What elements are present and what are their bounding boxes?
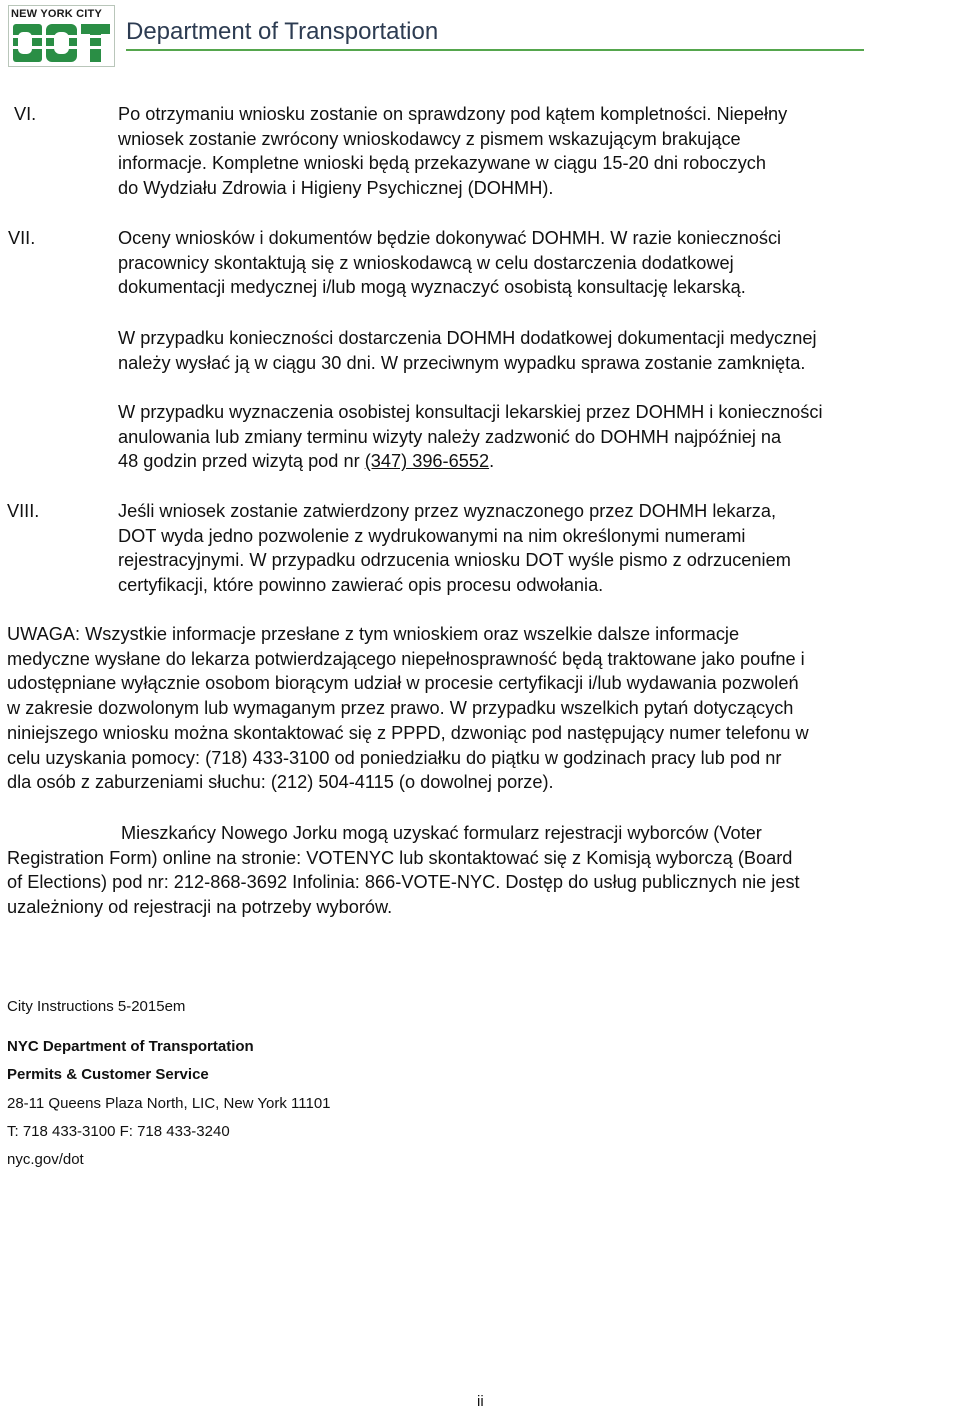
page-header [8, 5, 868, 69]
section-vii-p1-line: pracownicy skontaktują się z wnioskodawcą w celu dostarczenia dodatkowej [118, 252, 734, 273]
footer-phone-fax: T: 718 433-3100 F: 718 433-3240 [7, 1123, 230, 1140]
section-viii-text [118, 499, 791, 598]
section-vii-p3-line: W przypadku wyznaczenia osobistej konsultacji lekarskiej przez DOHMH i konieczności [118, 402, 823, 422]
footer-address: 28-11 Queens Plaza North, LIC, New York 11101 [7, 1095, 331, 1112]
notice-line: celu uzyskania pomocy: (718) 433-3100 od poniedziałku do piątku w godzinach pracy lub pod nr [7, 747, 782, 768]
notice-line: w zakresie dozwolonym lub wymaganym przez prawo. W przypadku wszelkich pytań dotyczących [7, 698, 794, 719]
notice-line: udostępniane wyłącznie osobom biorącym udział w procesie certyfikacji i/lub wydawania pozwoleń [7, 673, 799, 694]
section-vii-p1-line: Oceny wniosków i dokumentów będzie dokonywać DOHMH. W razie konieczności [118, 228, 782, 248]
section-vii-p2-line: W przypadku konieczności dostarczenia DOHMH dodatkowej dokumentacji medycznej [118, 328, 817, 348]
confidentiality-notice [7, 622, 809, 795]
voter-line: uzależniony od rejestracji na potrzeby wyborów. [7, 897, 393, 918]
section-vi-line: wniosek zostanie zwrócony wnioskodawcy z pismem wskazującym brakujące [118, 128, 741, 149]
section-vii-p2-line: należy wysłać ją w ciągu 30 dni. W przeciwnym wypadku sprawa zostanie zamknięta. [118, 352, 806, 373]
section-vii-p3-last-line [118, 449, 823, 474]
section-vii-p3-line: anulowania lub zmiany terminu wizyty należy zadzwonić do DOHMH najpóźniej na [118, 426, 782, 447]
section-number-vi: VI. [14, 104, 37, 124]
voter-line: Registration Form) online na stronie: VOTENYC lub skontaktować się z Komisją wyborczą (Board [7, 847, 793, 868]
section-vii-p3-suffix: . [489, 451, 495, 472]
section-number-vii: VII. [8, 228, 36, 248]
voter-registration-paragraph [7, 821, 800, 920]
section-vi-line: informacje. Kompletne wnioski będą przekazywane w ciągu 15-20 dni roboczych [118, 153, 767, 174]
page-number: ii [477, 1393, 484, 1410]
footer-division: Permits & Customer Service [7, 1066, 209, 1083]
voter-line: Mieszkańcy Nowego Jorku mogą uzyskać formularz rejestracji wyborców (Voter [121, 823, 762, 843]
voter-line: of Elections) pod nr: 212-868-3692 Infolinia: 866-VOTE-NYC. Dostęp do usług publicznych nie jest [7, 872, 800, 893]
notice-line: dla osób z zaburzeniami słuchu: (212) 504-4115 (o dowolnej porze). [7, 772, 554, 793]
section-number-viii: VIII. [7, 501, 40, 521]
department-title: Department of Transportation [126, 18, 439, 45]
section-vii-paragraph-3 [118, 400, 823, 474]
section-vi-line: do Wydziału Zdrowia i Higieny Psychicznej (DOHMH). [118, 178, 554, 199]
section-viii-line: DOT wyda jedno pozwolenie z wydrukowanymi na nim określonymi numerami [118, 525, 746, 546]
section-vii-p3-prefix: 48 godzin przed wizytą pod nr [118, 451, 365, 472]
footer-website: nyc.gov/dot [7, 1151, 84, 1168]
section-viii-line: Jeśli wniosek zostanie zatwierdzony przez wyznaczonego przez DOHMH lekarza, [118, 501, 777, 521]
notice-line: UWAGA: Wszystkie informacje przesłane z tym wnioskiem oraz wszelkie dalsze informacje [7, 624, 740, 644]
section-vii-p1-line: dokumentacji medycznej i/lub mogą wyznaczyć osobistą konsultację lekarską. [118, 277, 746, 298]
section-vii-paragraph-1 [118, 226, 781, 300]
notice-line: medyczne wysłane do lekarza potwierdzającego niepełnosprawność będą traktowane jako poufne i [7, 648, 805, 669]
logo-dot-mark [11, 22, 112, 65]
notice-line: niniejszego wniosku można skontaktować się z PPPD, dzwoniąc pod następujący numer telefonu w [7, 722, 809, 743]
logo-top-text: NEW YORK CITY [11, 8, 112, 22]
footer-org-name: NYC Department of Transportation [7, 1038, 254, 1055]
nyc-dot-logo [8, 5, 115, 67]
dohmh-phone-number: (347) 396-6552 [364, 451, 490, 472]
section-viii-line: rejestracyjnymi. W przypadku odrzucenia wniosku DOT wyśle pismo z odrzuceniem [118, 550, 791, 571]
section-vi-line: Po otrzymaniu wniosku zostanie on sprawdzony pod kątem kompletności. Niepełny [118, 104, 788, 124]
header-rule [126, 49, 864, 51]
form-code: City Instructions 5-2015em [7, 998, 186, 1015]
section-vii-paragraph-2 [118, 326, 817, 375]
section-vi-text [118, 102, 787, 201]
section-viii-line: certyfikacji, które powinno zawierać opis procesu odwołania. [118, 575, 604, 596]
